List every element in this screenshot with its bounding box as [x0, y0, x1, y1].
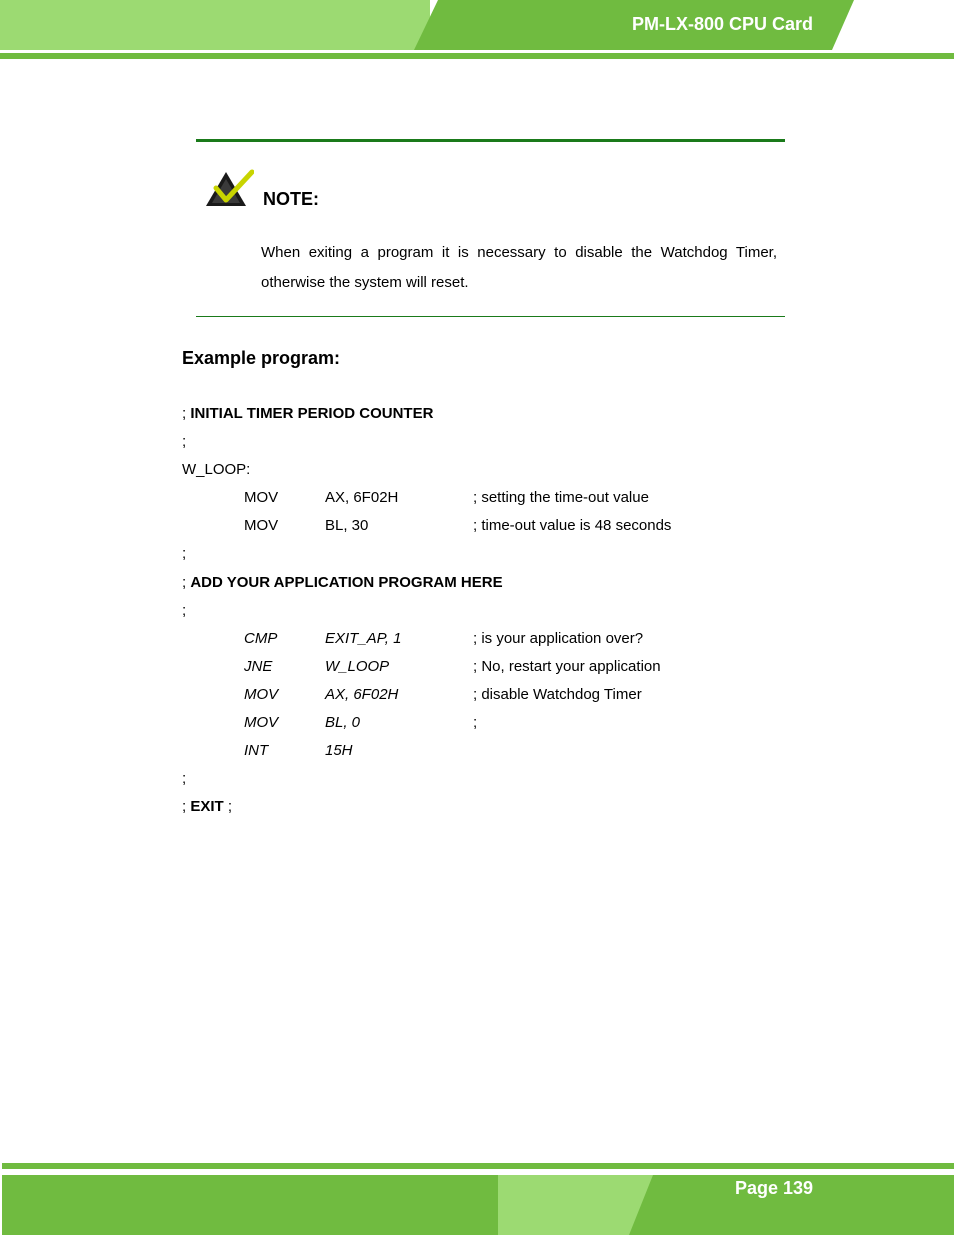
- footer-light-band: [498, 1175, 653, 1235]
- code-line: [182, 512, 672, 540]
- code-comment-bold: EXIT: [190, 798, 224, 816]
- code-op: CMP: [244, 629, 278, 647]
- code-line: [182, 793, 503, 821]
- code-arg: AX, 6F02H: [325, 685, 399, 703]
- note-bottom-rule: [196, 316, 785, 317]
- code-op: MOV: [244, 685, 279, 703]
- code-line: [182, 737, 503, 765]
- code-line: [182, 709, 503, 737]
- checkmark-note-icon: [204, 168, 254, 208]
- code-op: MOV: [244, 489, 279, 507]
- page-number: Page 139: [734, 1178, 813, 1198]
- document-title: PM-LX-800 CPU Card: [631, 14, 813, 34]
- note-top-rule: [196, 139, 785, 142]
- section-title: Example program:: [182, 348, 341, 368]
- code-arg: BL, 0: [325, 714, 361, 732]
- code-comment-bold: ADD YOUR APPLICATION PROGRAM HERE: [190, 573, 503, 591]
- code-comment: ; time-out value is 48 seconds: [473, 517, 672, 535]
- code-arg: AX, 6F02H: [325, 489, 399, 507]
- code-comment: ; setting the time-out value: [473, 489, 649, 507]
- code-comment: ;: [473, 714, 478, 732]
- header-light-band: [0, 0, 430, 50]
- code-arg: W_LOOP: [325, 657, 390, 675]
- code-arg: BL, 30: [325, 517, 369, 535]
- code-listing: [182, 400, 672, 821]
- code-comment: ; No, restart your application: [473, 657, 661, 675]
- code-op: JNE: [244, 657, 273, 675]
- code-op: MOV: [244, 714, 279, 732]
- code-line: [182, 484, 649, 512]
- code-line: [182, 653, 661, 681]
- code-arg: EXIT_AP, 1: [325, 629, 402, 647]
- header-rule: [0, 53, 954, 59]
- code-line: [182, 625, 644, 653]
- note-label: NOTE:: [263, 189, 319, 209]
- code-comment: ; disable Watchdog Timer: [473, 685, 642, 703]
- note-text: When exiting a program it is necessary to disable the Watchdog Timer, otherwise the system will reset.: [261, 244, 777, 291]
- code-line: ;: [182, 433, 187, 451]
- code-arg: 15H: [325, 742, 353, 760]
- code-line: ;: [182, 545, 187, 563]
- code-op: INT: [244, 742, 269, 760]
- code-label: W_LOOP:: [182, 461, 251, 479]
- footer-rule: [2, 1163, 954, 1169]
- page-header: [0, 0, 954, 60]
- code-op: MOV: [244, 517, 279, 535]
- code-comment-bold: INITIAL TIMER PERIOD COUNTER: [190, 405, 434, 422]
- code-comment: ; is your application over?: [473, 629, 644, 647]
- code-prefix: ;: [182, 573, 191, 591]
- code-line: ;: [182, 601, 187, 619]
- code-line: [182, 681, 642, 709]
- code-line: ;: [182, 770, 187, 788]
- code-line: [182, 400, 503, 428]
- code-prefix: ;: [182, 405, 191, 422]
- code-line: [182, 569, 503, 597]
- code-suffix: ;: [223, 798, 233, 816]
- code-prefix: ;: [182, 798, 191, 816]
